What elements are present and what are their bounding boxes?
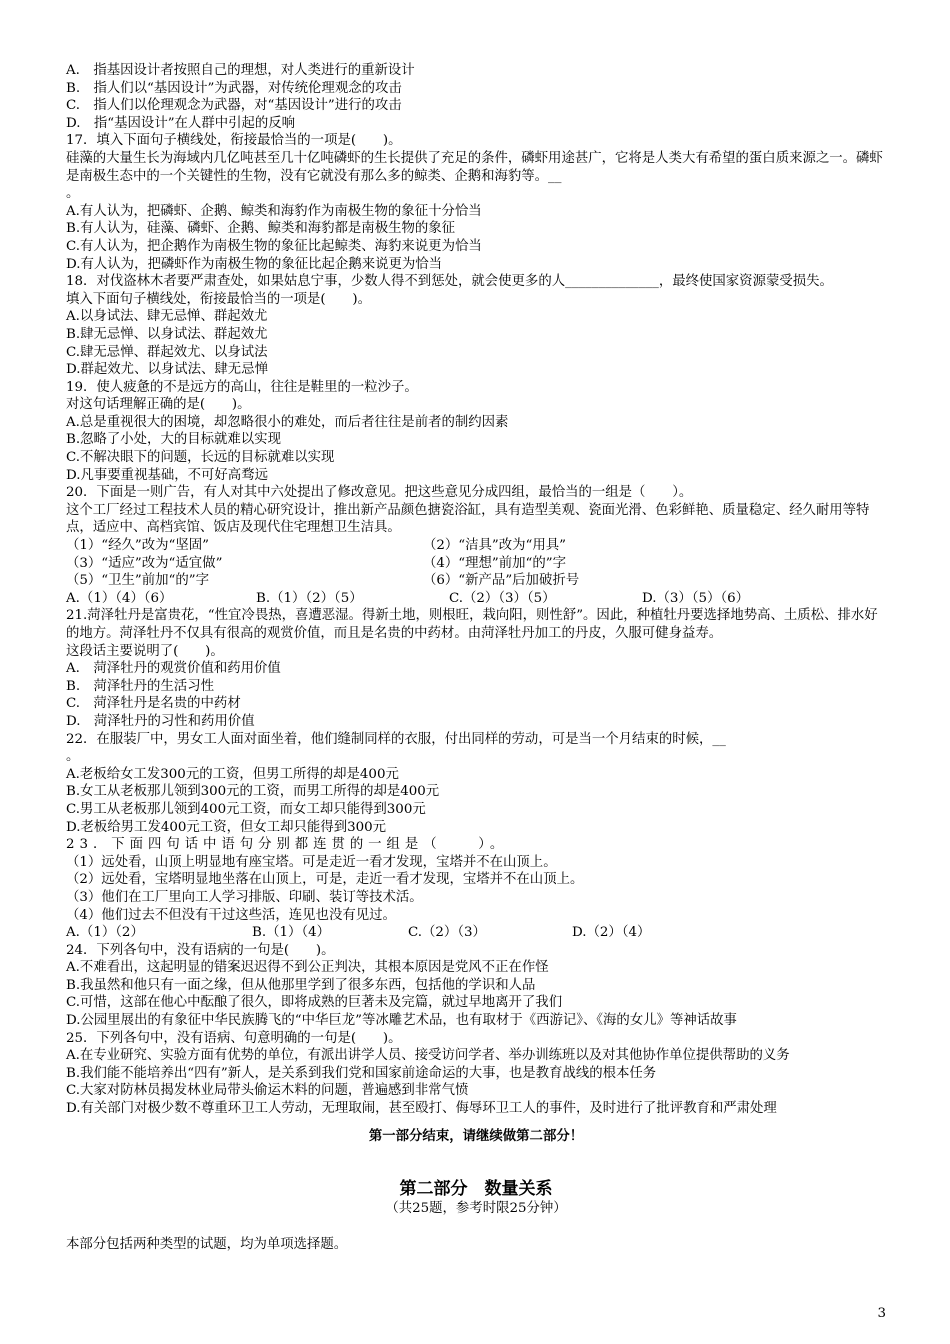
question-18 — [66, 273, 886, 379]
q20-item-3: （3）“适应”改为“适宜做” — [66, 555, 223, 571]
q23-option-b: B.（1）（4） — [252, 925, 330, 941]
q20-items-row-1 — [66, 537, 886, 555]
q18-option-c: C.肆无忌惮、群起效尤、以身试法 — [66, 344, 268, 360]
q17-option-b: B.有人认为，硅藻、磷虾、企鹅、鲸类和海豹都是南极生物的象征 — [66, 221, 456, 237]
q20-item-6: （6）“新产品”后加破折号 — [423, 573, 580, 589]
q19-option-b: B.忽略了小处，大的目标就难以实现 — [66, 432, 281, 448]
q21-option-c: C. 菏泽牡丹是名贵的中药材 — [66, 696, 241, 712]
q20-items-row-3 — [66, 572, 886, 590]
q20-passage: 这个工厂经过工程技术人员的精心研究设计，推出新产品颜色搪瓷浴缸，具有造型美观、瓷面光滑、色彩鲜艳、质量稳定、经久耐用等特点，适应中、高档宾馆、饭店及现代住宅理想卫生洁具。 — [66, 502, 870, 536]
q19-option-c: C.不解决眼下的问题，长远的目标就难以实现 — [66, 450, 335, 466]
page-number: 3 — [877, 1306, 886, 1321]
part2-intro: 本部分包括两种类型的试题，均为单项选择题。 — [66, 1236, 348, 1252]
q18-stem: 18．对伐盗林木者要严肃查处，如果姑息宁事，少数人得不到惩处，就会使更多的人______________，最终使国家资源蒙受损失。 — [66, 274, 833, 290]
q21-option-d: D. 菏泽牡丹的习性和药用价值 — [66, 713, 255, 729]
q23-item-3: （3）他们在工厂里向工人学习排版、印刷、装订等技术活。 — [66, 889, 423, 905]
q20-stem: 20．下面是一则广告，有人对其中六处提出了修改意见。把这些意见分成四组，最恰当的一组是（ ）。 — [66, 485, 693, 501]
q20-option-a: A.（1）（4）（6） — [66, 590, 173, 606]
q21-option-a: A. 菏泽牡丹的观赏价值和药用价值 — [66, 661, 281, 677]
q23-option-a: A.（1）（2） — [66, 925, 144, 941]
q20-option-d: D.（3）（5）（6） — [642, 590, 750, 606]
question-20 — [66, 484, 886, 607]
q21-stem: 21.菏泽牡丹是富贵花，“性宜冷畏热，喜遭恶湿。得新土地，则根旺，栽向阳，则性舒”。因此，种植牡丹要选择地势高、土质松、排水好的地方。菏泽牡丹不仅具有很高的观赏价值，而且是名贵的中药材。由菏泽牡丹加工的丹皮，久服可健身益寿。 — [66, 608, 878, 641]
q23-item-2: （2）远处看，宝塔明显地坐落在山顶上，可是，走近一看才发现，宝塔并不在山顶上。 — [66, 872, 584, 888]
q20-option-b: B.（1）（2）（5） — [256, 590, 363, 606]
q16-option-b: B. 指人们以“基因设计”为武器，对传统伦理观念的攻击 — [66, 80, 402, 96]
q17-option-d: D.有人认为，把磷虾作为南极生物的象征比起企鹅来说更为恰当 — [66, 256, 443, 272]
q17-passage: 硅藻的大量生长为海域内几亿吨甚至几十亿吨磷虾的生长提供了充足的条件，磷虾用途甚广，它将是人类大有希望的蛋白质来源之一。磷虾是南极生态中的一个关键性的生物，没有它就没有那么多的鲸类、企鹅和海豹等。__ — [66, 150, 883, 184]
question-24 — [66, 942, 886, 1030]
q18-option-a: A.以身试法、肆无忌惮、群起效尤 — [66, 309, 268, 325]
q20-option-c: C.（2）（3）（5） — [449, 590, 556, 606]
q17-option-a: A.有人认为，把磷虾、企鹅、鲸类和海豹作为南极生物的象征十分恰当 — [66, 203, 482, 219]
q24-stem: 24．下列各句中，没有语病的一句是( )。 — [66, 942, 335, 958]
q24-option-c: C.可惜，这部在他心中酝酿了很久，即将成熟的巨著未及完篇，就过早地离开了我们 — [66, 995, 563, 1011]
q23-options-row — [66, 924, 886, 942]
q23-option-d: D.（2）（4） — [572, 925, 651, 941]
q22-tail: 。 — [66, 749, 80, 765]
question-17 — [66, 132, 886, 273]
q17-option-c: C.有人认为，把企鹅作为南极生物的象征比起鲸类、海豹来说更为恰当 — [66, 238, 482, 254]
q24-option-d: D.公园里展出的有象征中华民族腾飞的“中华巨龙”等冰雕艺术品，也有取材于《西游记》、《海的女儿》等神话故事 — [66, 1013, 737, 1029]
q20-item-4: （4）“理想”前加“的”字 — [423, 555, 567, 571]
q19-ask: 对这句话理解正确的是( )。 — [66, 397, 251, 413]
part2-subtitle: （共25题，参考时限25分钟） — [385, 1201, 567, 1217]
q17-stem: 17．填入下面句子横线处，衔接最恰当的一项是( )。 — [66, 133, 402, 149]
q19-option-d: D.凡事要重视基础，不可好高骛远 — [66, 467, 268, 483]
question-19 — [66, 379, 886, 485]
q16-options — [66, 62, 886, 132]
part2-header — [66, 1178, 886, 1218]
q22-option-b: B.女工从老板那儿领到300元的工资，而男工所得的却是400元 — [66, 784, 440, 800]
q24-option-a: A.不难看出，这起明显的错案迟迟得不到公正判决，其根本原因是党风不正在作怪 — [66, 960, 549, 976]
q25-option-a: A.在专业研究、实验方面有优势的单位，有派出讲学人员、接受访问学者、举办训练班以及对其他协作单位提供帮助的义务 — [66, 1048, 790, 1064]
q20-item-5: （5）“卫生”前加“的”字 — [66, 573, 210, 589]
q25-stem: 25．下列各句中，没有语病、句意明确的一句是( )。 — [66, 1030, 402, 1046]
q19-stem: 19．使人疲惫的不是远方的高山，往往是鞋里的一粒沙子。 — [66, 379, 418, 395]
q23-option-c: C.（2）（3） — [408, 925, 486, 941]
q16-option-a: A. 指基因设计者按照自己的理想，对人类进行的重新设计 — [66, 63, 415, 78]
q25-option-d: D.有关部门对极少数不尊重环卫工人劳动，无理取闹，甚至殴打、侮辱环卫工人的事件，及时进行了批评教育和严肃处理 — [66, 1101, 777, 1117]
part1-end-notice: 第一部分结束，请继续做第二部分！ — [368, 1127, 584, 1144]
question-25 — [66, 1030, 886, 1118]
q20-items-row-2 — [66, 555, 886, 573]
q20-item-1: （1）“经久”改为“坚固” — [66, 538, 210, 554]
q19-option-a: A.总是重视很大的困境，却忽略很小的难处，而后者往往是前者的制约因素 — [66, 414, 509, 430]
q22-option-c: C.男工从老板那儿领到400元工资，而女工却只能得到300元 — [66, 801, 426, 817]
part2-title: 第二部分 数量关系 — [399, 1179, 553, 1200]
q17-tail: 。 — [66, 186, 80, 202]
question-22 — [66, 731, 886, 837]
q20-options-row — [66, 590, 886, 608]
q18-option-b: B.肆无忌惮、以身试法、群起效尤 — [66, 326, 268, 342]
q16-option-c: C. 指人们以伦理观念为武器，对“基因设计”进行的攻击 — [66, 98, 402, 114]
q22-stem: 22．在服装厂中，男女工人面对面坐着，他们缝制同样的衣服，付出同样的劳动，可是当一个月结束的时候，__ — [66, 731, 726, 747]
q23-stem: 23．下面四句话中语句分别都连贯的一组是（ ）。 — [66, 837, 509, 853]
q22-option-a: A.老板给女工发300元的工资，但男工所得的却是400元 — [66, 766, 399, 782]
q21-ask: 这段话主要说明了( )。 — [66, 643, 224, 659]
question-23 — [66, 836, 886, 942]
exam-page — [66, 62, 886, 1253]
q21-option-b: B. 菏泽牡丹的生活习性 — [66, 678, 215, 694]
question-21 — [66, 607, 886, 730]
q18-ask: 填入下面句子横线处，衔接最恰当的一项是( )。 — [66, 291, 372, 307]
q24-option-b: B.我虽然和他只有一面之缘，但从他那里学到了很多东西，包括他的学识和人品 — [66, 977, 536, 993]
q16-option-d: D. 指“基因设计”在人群中引起的反响 — [66, 115, 296, 131]
q18-option-d: D.群起效尤、以身试法、肆无忌惮 — [66, 362, 268, 378]
q25-option-b: B.我们能不能培养出“四有”新人，是关系到我们党和国家前途命运的大事，也是教育战线的根本任务 — [66, 1065, 657, 1081]
q22-option-d: D.老板给男工发400元工资，但女工却只能得到300元 — [66, 819, 387, 835]
q25-option-c: C.大家对防林员揭发林业局带头偷运木料的问题，普遍感到非常气愤 — [66, 1083, 469, 1099]
q23-item-1: （1）远处看，山顶上明显地有座宝塔。可是走近一看才发现，宝塔并不在山顶上。 — [66, 854, 557, 870]
q23-item-4: （4）他们过去不但没有干过这些活，连见也没有见过。 — [66, 907, 396, 923]
q20-item-2: （2）“洁具”改为“用具” — [423, 538, 567, 554]
